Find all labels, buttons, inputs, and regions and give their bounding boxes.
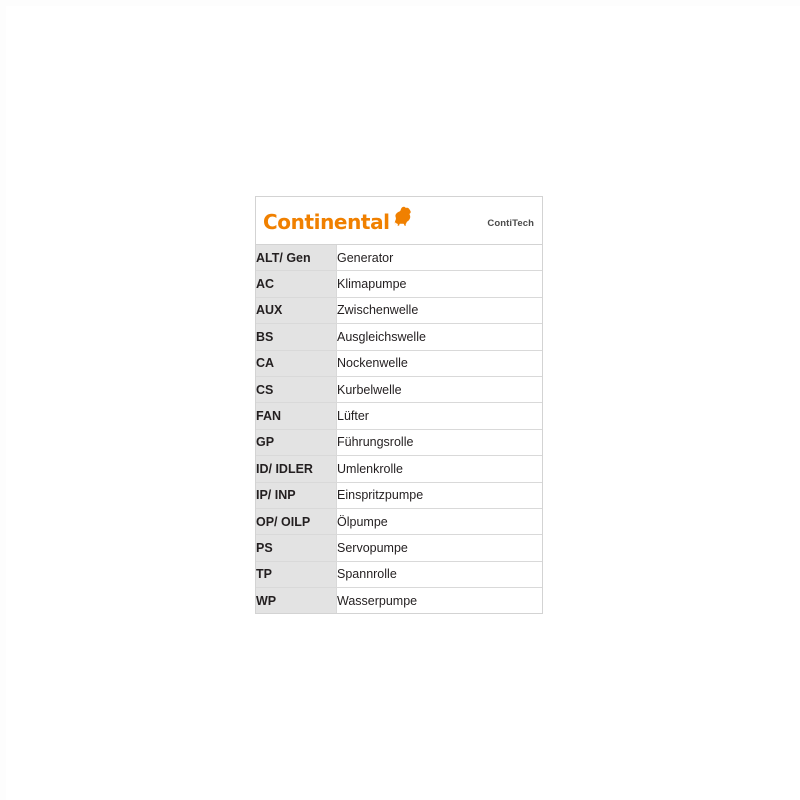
term-cell: Kurbelwelle (337, 376, 543, 402)
term-cell: Zwischenwelle (337, 297, 543, 323)
abbr-cell: WP (256, 588, 337, 614)
abbr-cell: IP/ INP (256, 482, 337, 508)
term-cell: Ausgleichswelle (337, 324, 543, 350)
abbreviation-legend-card (255, 196, 543, 614)
brand-header (256, 197, 542, 245)
abbr-cell: AUX (256, 297, 337, 323)
term-cell: Wasserpumpe (337, 588, 543, 614)
brand-wordmark: Continental (263, 210, 390, 234)
term-cell: Führungsrolle (337, 429, 543, 455)
term-cell: Generator (337, 245, 543, 271)
abbr-cell: FAN (256, 403, 337, 429)
term-cell: Nockenwelle (337, 350, 543, 376)
abbr-cell: PS (256, 535, 337, 561)
table-row (256, 271, 542, 297)
continental-horse-icon (392, 206, 414, 231)
table-row (256, 429, 542, 455)
table-row (256, 508, 542, 534)
term-cell: Ölpumpe (337, 508, 543, 534)
term-cell: Klimapumpe (337, 271, 543, 297)
term-cell: Lüfter (337, 403, 543, 429)
table-row (256, 324, 542, 350)
abbr-cell: BS (256, 324, 337, 350)
abbr-cell: AC (256, 271, 337, 297)
table-row (256, 561, 542, 587)
table-row (256, 376, 542, 402)
abbr-cell: ALT/ Gen (256, 245, 337, 271)
term-cell: Spannrolle (337, 561, 543, 587)
table-row (256, 297, 542, 323)
abbr-cell: CA (256, 350, 337, 376)
table-row (256, 535, 542, 561)
continental-logo (263, 206, 414, 232)
abbr-cell: GP (256, 429, 337, 455)
term-cell: Umlenkrolle (337, 456, 543, 482)
table-row (256, 482, 542, 508)
page-edge-left (0, 0, 6, 800)
term-cell: Servopumpe (337, 535, 543, 561)
abbr-cell: CS (256, 376, 337, 402)
term-cell: Einspritzpumpe (337, 482, 543, 508)
table-row (256, 456, 542, 482)
table-row (256, 588, 542, 614)
abbr-cell: TP (256, 561, 337, 587)
table-row (256, 350, 542, 376)
contitech-sub-brand: ContiTech (487, 218, 534, 229)
table-row (256, 245, 542, 271)
abbreviation-table (256, 245, 542, 613)
table-row (256, 403, 542, 429)
abbr-cell: OP/ OILP (256, 508, 337, 534)
page-edge-top (0, 0, 800, 6)
abbr-cell: ID/ IDLER (256, 456, 337, 482)
